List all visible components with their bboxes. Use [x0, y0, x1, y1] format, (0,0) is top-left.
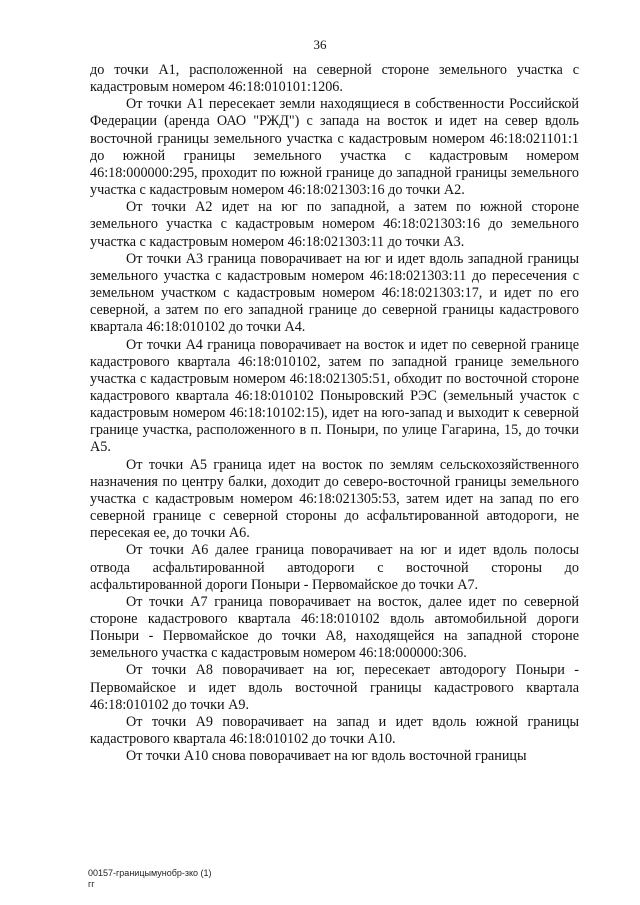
paragraph: От точки А3 граница поворачивает на юг и идет вдоль западной границы земельного участка с кадастровым номером 46:18:021303:11 до пересечения с земельном участком с кадастровым номером 46:18:021303:17, и идет по его северной, а затем по его западной границе до северной границы кадастрового квартала 46:18:010102 до точки А4. [90, 250, 579, 336]
document-body [90, 62, 579, 765]
paragraph: От точки А2 идет на юг по западной, а затем по южной стороне земельного участка с кадастровым номером 46:18:021303:16 до земельного участка с кадастровым номером 46:18:021303:11 до точки А3. [90, 199, 579, 250]
paragraph: От точки А4 граница поворачивает на восток и идет по северной границе кадастрового квартала 46:18:010102, затем по западной границе земельного участка с кадастровым номером 46:18:021305:51, обходит по восточной стороне кадастрового квартала 46:18:010102 Поныровский РЭС (земельный участок с кадастровым номером 46:18:10102:15), идет на юго-запад и выходит к северной границе участка, расположенного в п. Поныри, по улице Гагарина, 15, до точки А5. [90, 336, 579, 456]
footer-initials: гг [88, 879, 95, 889]
paragraph: От точки А7 граница поворачивает на восток, далее идет по северной стороне кадастрового квартала 46:18:010102 вдоль автомобильной дороги Поныри - Первомайское до точки А8, находящейся на западной стороне земельного участка с кадастровым номером 46:18:000000:306. [90, 593, 579, 662]
paragraph: От точки А5 граница идет на восток по землям сельскохозяйственного назначения по центру балки, доходит до северо-восточной границы земельного участка с кадастровым номером 46:18:021305:53, затем идет на запад по его северной границе с северной стороны до асфальтированной автодороги, не пересекая ее, до точки А6. [90, 456, 579, 542]
page-footer [88, 868, 212, 890]
paragraph: От точки А1 пересекает земли находящиеся в собственности Российской Федерации (аренда ОАО "РЖД") с запада на восток и идет на север вдоль восточной границы земельного участка с кадастровым номером 46:18:021101:1 до южной границы земельного участка с кадастровым номером 46:18:000000:295, проходит по южной границе до западной границы земельного участка с кадастровым номером 46:18:021303:16 до точки А2. [90, 96, 579, 199]
page-number: 36 [313, 37, 327, 52]
footer-file-name: 00157-границымунобр-зко (1) [88, 868, 212, 878]
paragraph: От точки А10 снова поворачивает на юг вдоль восточной границы [126, 748, 527, 765]
paragraph: От точки А9 поворачивает на запад и идет вдоль южной границы кадастрового квартала 46:18:010102 до точки А10. [90, 713, 579, 748]
paragraph: От точки А8 поворачивает на юг, пересекает автодорогу Поныри - Первомайское и идет вдоль восточной границы кадастрового квартала 46:18:010102 до точки А9. [90, 662, 579, 713]
paragraph: От точки А6 далее граница поворачивает на юг и идет вдоль полосы отвода асфальтированной автодороги с восточной стороны до асфальтированной дороги Поныри - Первомайское до точки А7. [90, 542, 579, 593]
paragraph: до точки А1, расположенной на северной стороне земельного участка с кадастровым номером 46:18:010101:1206. [90, 62, 579, 96]
